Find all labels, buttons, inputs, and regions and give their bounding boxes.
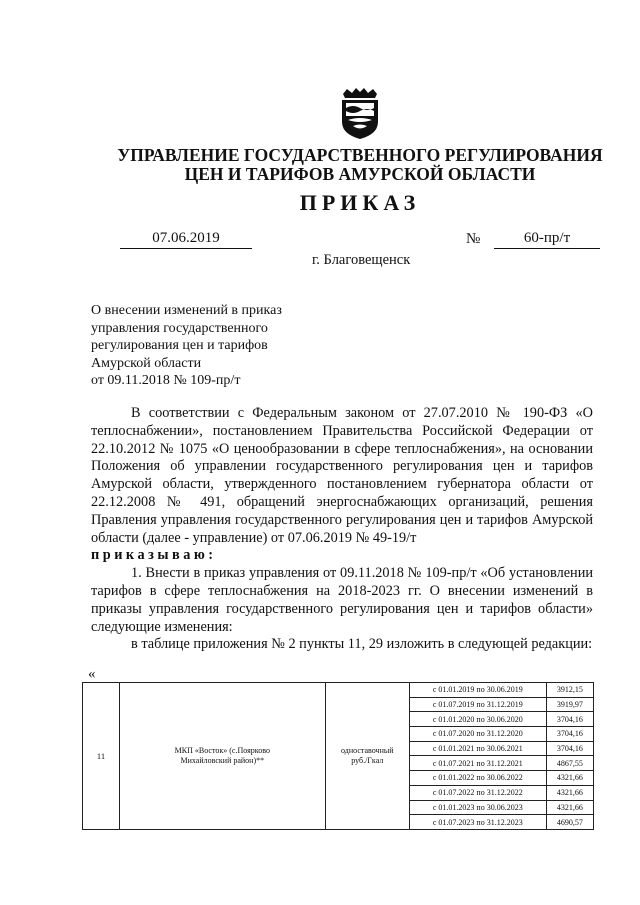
- tariff-table: [82, 682, 594, 830]
- document-type-title: ПРИКАЗ: [299, 190, 421, 215]
- tariff-unit-line-1: одноставочный: [341, 746, 394, 755]
- period-cell: с 01.07.2020 по 31.12.2020: [409, 727, 546, 742]
- organization-name-line-1: УПРАВЛЕНИЕ ГОСУДАРСТВЕННОГО РЕГУЛИРОВАНИЯ: [117, 145, 603, 165]
- period-cell: с 01.01.2022 по 30.06.2022: [409, 771, 546, 786]
- subject-line: регулирования цен и тарифов: [91, 338, 268, 353]
- tariff-value-cell: 3912,15: [546, 683, 593, 698]
- subject-line: управления государственного: [91, 320, 268, 336]
- period-cell: с 01.01.2021 по 30.06.2021: [409, 741, 546, 756]
- document-number: 60-пр/т: [494, 230, 600, 249]
- preamble-paragraph: В соответствии с Федеральным законом от 27.07.2010 № 190-ФЗ «О теплоснабжении», постановлением Правительства Российской Федерации от 22.10.2012 № 1075 «О ценообразовании в сфере теплоснабжения», на основании Положения об управлении государственного регулирования цен и тарифов Амурской области, утвержденного постановлением губернатора области от 22.12.2008 № 491, обращений энергоснабжающих организаций, решения Правления управления государственного регулирования цен и тарифов Амурской области (далее - управление) от 07.06.2019 № 49-19/т: [91, 405, 593, 546]
- organization-cell-line-1: МКП «Восток» (с.Поярково: [174, 746, 270, 755]
- period-cell: с 01.07.2019 по 31.12.2019: [409, 697, 546, 712]
- organization-name: [60, 146, 640, 184]
- document-city: г. Благовещенск: [312, 252, 411, 268]
- period-cell: с 01.07.2023 по 31.12.2023: [409, 815, 546, 830]
- subject-line: от 09.11.2018 № 109-пр/т: [91, 373, 241, 388]
- period-cell: с 01.01.2023 по 30.06.2023: [409, 800, 546, 815]
- tariff-value-cell: 4321,66: [546, 771, 593, 786]
- tariff-value-cell: 3919,97: [546, 697, 593, 712]
- opening-quote: «: [88, 666, 96, 682]
- row-number-cell: 11: [83, 683, 120, 830]
- table-row: [83, 683, 594, 698]
- organization-cell: [120, 683, 326, 830]
- item-1-sub-paragraph: в таблице приложения № 2 пункты 11, 29 изложить в следующей редакции:: [131, 636, 593, 653]
- organization-cell-line-2: Михайловский район)**: [180, 756, 265, 765]
- tariff-value-cell: 4867,55: [546, 756, 593, 771]
- document-date: 07.06.2019: [120, 230, 252, 249]
- subject-line: Амурской области: [91, 355, 202, 371]
- organization-name-line-2: ЦЕН И ТАРИФОВ АМУРСКОЙ ОБЛАСТИ: [184, 164, 536, 184]
- amur-region-emblem-icon: [337, 86, 383, 140]
- tariff-value-cell: 4690,57: [546, 815, 593, 830]
- document-subject: [91, 302, 351, 390]
- subject-line: О внесении изменений в приказ: [91, 303, 282, 318]
- number-sign: №: [466, 231, 481, 247]
- period-cell: с 01.07.2021 по 31.12.2021: [409, 756, 546, 771]
- tariff-value-cell: 3704,16: [546, 712, 593, 727]
- tariff-value-cell: 3704,16: [546, 741, 593, 756]
- period-cell: с 01.01.2020 по 30.06.2020: [409, 712, 546, 727]
- tariff-value-cell: 4321,66: [546, 800, 593, 815]
- tariff-unit-line-2: руб./Гкал: [351, 756, 384, 765]
- tariff-unit-cell: [325, 683, 409, 830]
- period-cell: с 01.01.2019 по 30.06.2019: [409, 683, 546, 698]
- tariff-value-cell: 3704,16: [546, 727, 593, 742]
- tariff-value-cell: 4321,66: [546, 785, 593, 800]
- period-cell: с 01.07.2022 по 31.12.2022: [409, 785, 546, 800]
- item-1-paragraph: 1. Внести в приказ управления от 09.11.2018 № 109-пр/т «Об установлении тарифов в сфере теплоснабжения на 2018-2023 гг. О внесении изменений в приказы управления государственного регулирования цен и тарифов области» следующие изменения:: [91, 565, 593, 635]
- document-body: [91, 405, 593, 654]
- order-word: приказываю:: [91, 547, 217, 564]
